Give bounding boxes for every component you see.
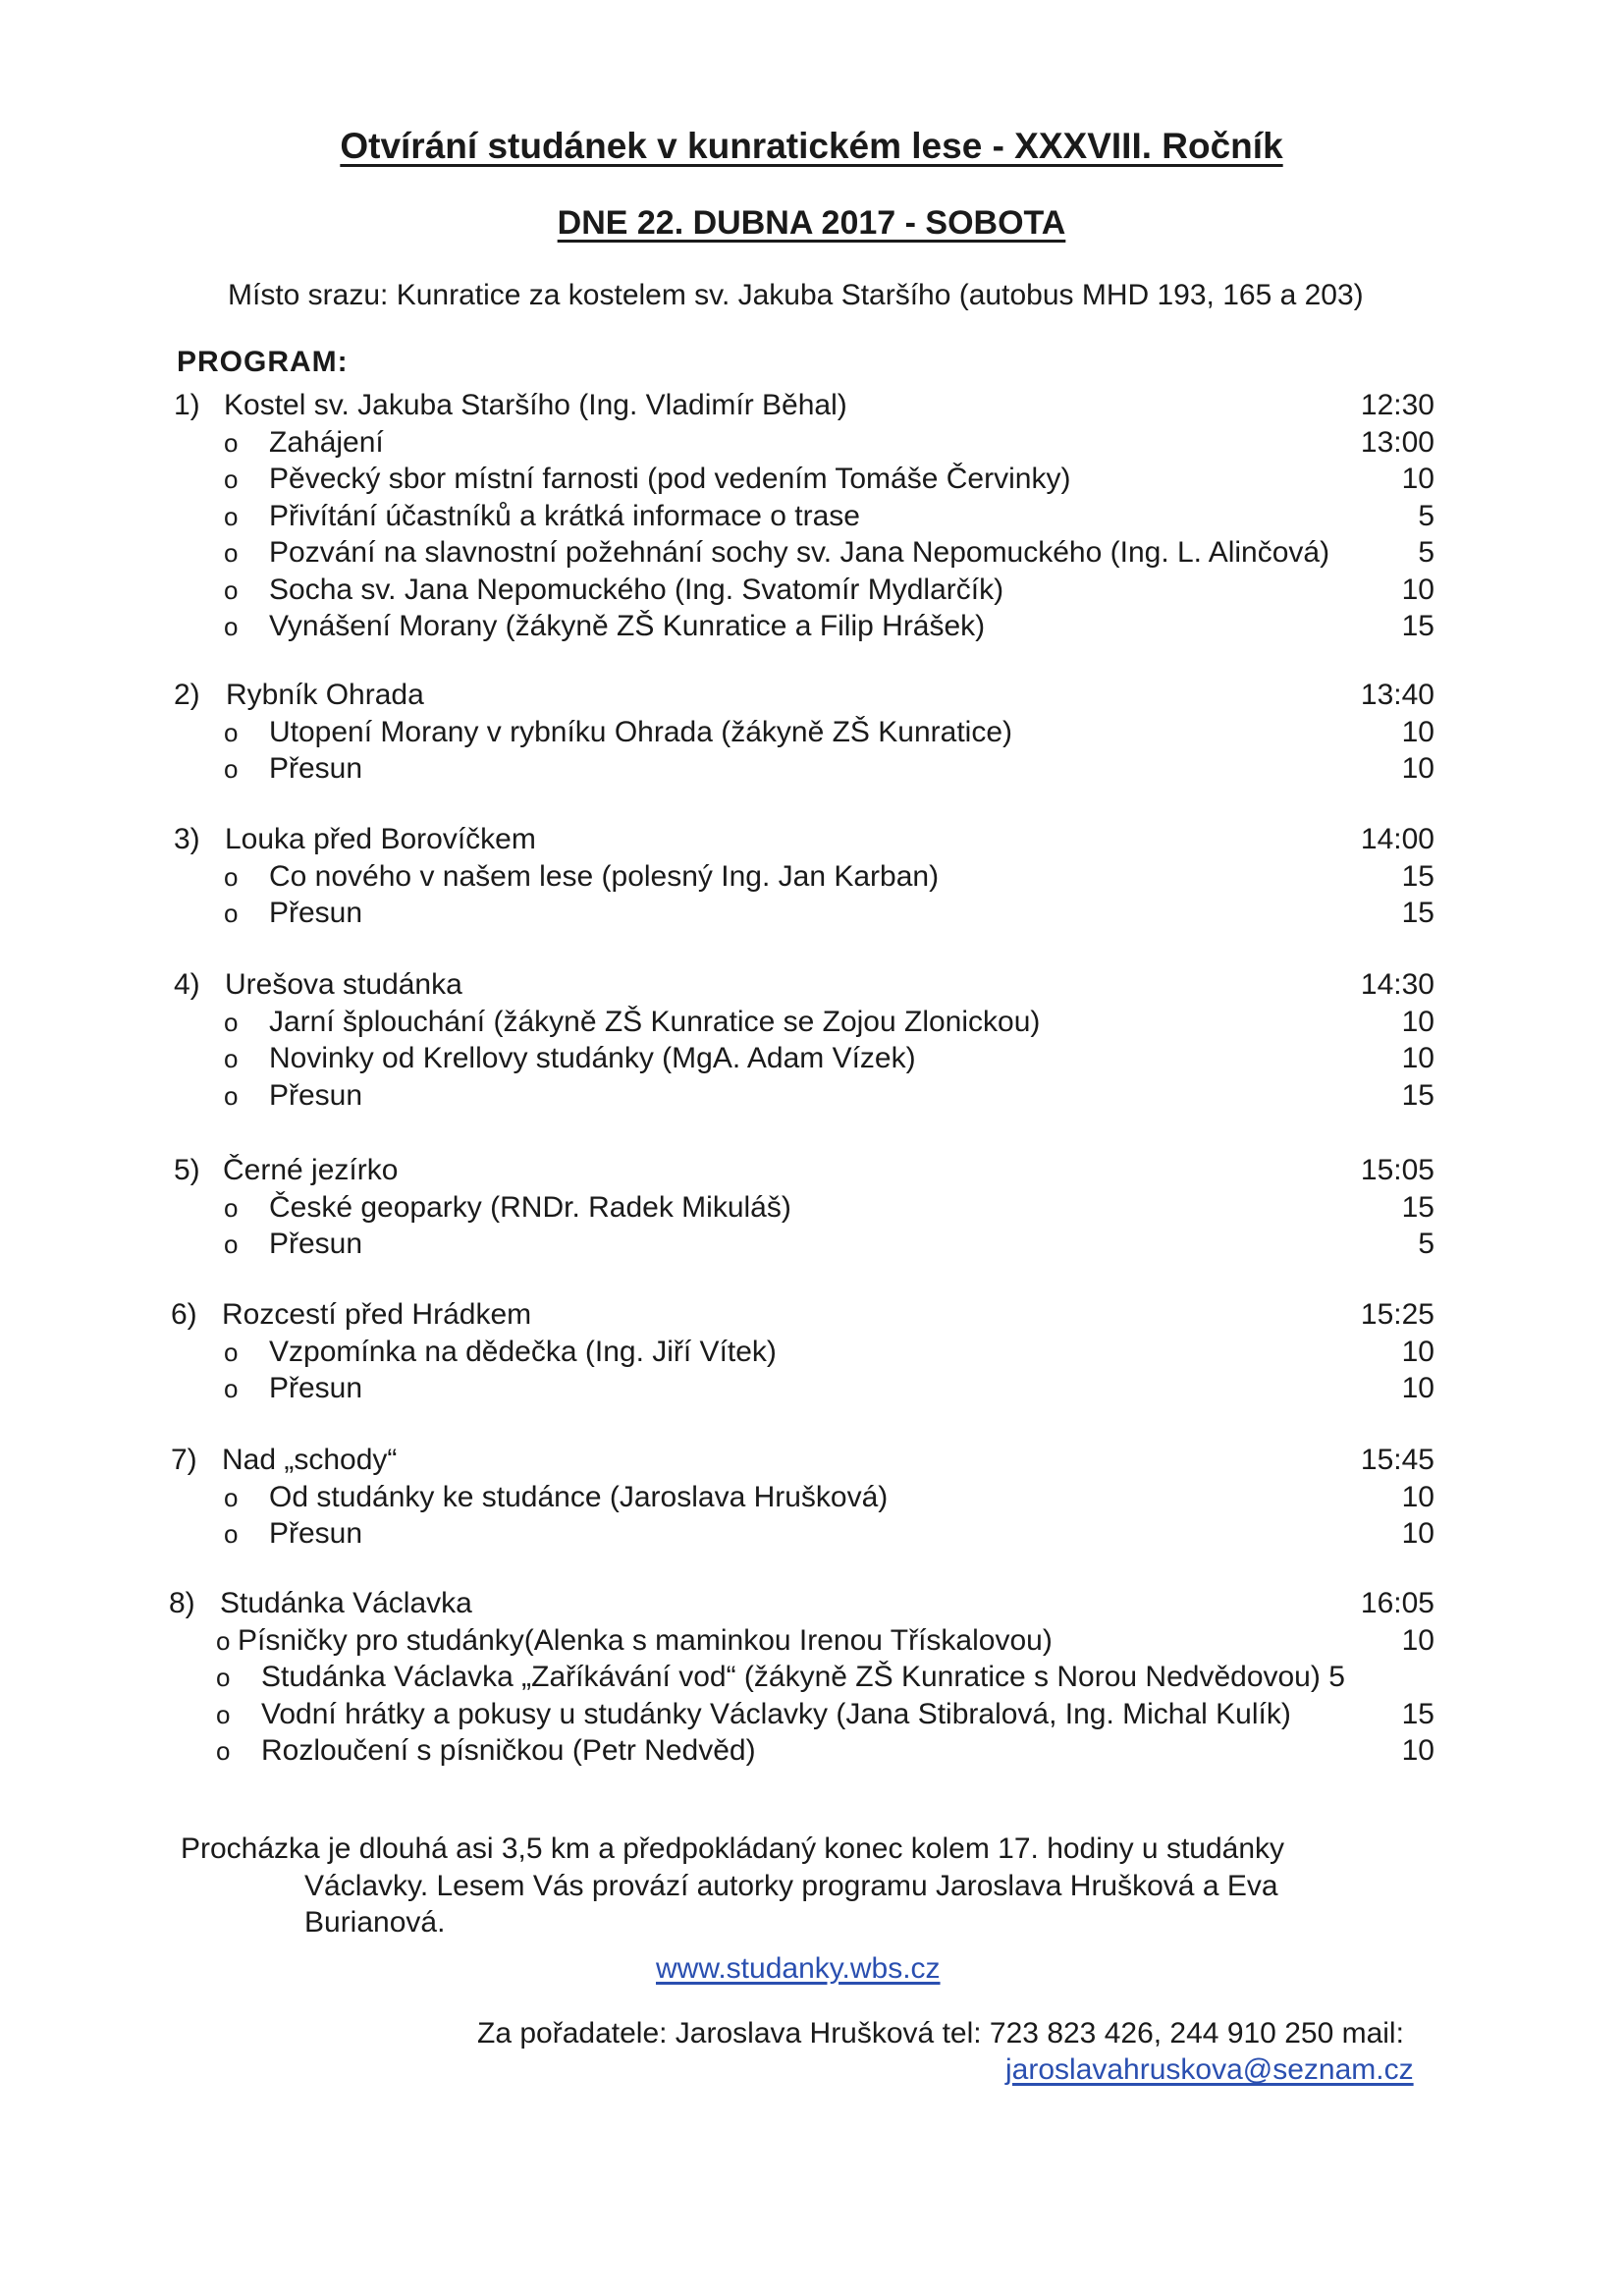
program-item-text: Přesun (269, 1079, 363, 1112)
program-item (224, 424, 1434, 462)
section-time: 15:25 (1360, 1298, 1434, 1331)
program-item-text: Vodní hrátky a pokusy u studánky Václavky (Jana Stibralová, Ing. Michal Kulík) (261, 1698, 1291, 1730)
walk-info-line-3: Burianová. (304, 1906, 446, 1939)
program-item (224, 572, 1434, 609)
walk-info-line-2: Václavky. Lesem Vás provází autorky programu Jaroslava Hrušková a Eva (304, 1870, 1278, 1902)
program-item (224, 1077, 1434, 1115)
section-number: 1) (174, 389, 200, 421)
program-item-text: Co nového v našem lese (polesný Ing. Jan Karban) (269, 860, 940, 893)
bullet-icon: o (224, 862, 239, 892)
program-item-duration: 15 (1401, 1698, 1434, 1730)
program-item-duration: 10 (1401, 1481, 1434, 1513)
section-number: 6) (171, 1298, 197, 1331)
program-item (224, 534, 1434, 572)
program-item-duration: 10 (1401, 1372, 1434, 1404)
section-row (171, 1296, 1434, 1334)
bullet-icon: o (216, 1663, 231, 1692)
program-item-duration: 10 (1401, 1517, 1434, 1550)
bullet-icon: o (216, 1626, 231, 1656)
program-item-text: Rozloučení s písničkou (Petr Nedvěd) (261, 1734, 756, 1767)
program-item-text: Socha sv. Jana Nepomuckého (Ing. Svatomír Mydlarčík) (269, 574, 1004, 606)
program-item-duration: 10 (1401, 716, 1434, 748)
section-title: Studánka Václavka (220, 1587, 472, 1619)
bullet-icon: o (224, 428, 239, 458)
program-item (224, 858, 1434, 896)
program-item-duration: 10 (1401, 1336, 1434, 1368)
program-item-text: Pozvání na slavnostní požehnání sochy sv. Jana Nepomuckého (Ing. L. Alinčová) (269, 536, 1330, 569)
section-title: Černé jezírko (223, 1154, 399, 1186)
bullet-icon: o (216, 1736, 231, 1766)
program-item-duration: 10 (1401, 574, 1434, 606)
program-heading: PROGRAM: (177, 346, 349, 378)
program-item-text: Pěvecký sbor místní farnosti (pod vedením Tomáše Červinky) (269, 463, 1071, 495)
bullet-icon: o (224, 718, 239, 747)
document-title: Otvírání studánek v kunratickém lese - XXXVIII. Ročník (340, 126, 1283, 166)
organizer-contact: Za pořadatele: Jaroslava Hrušková tel: 723 823 426, 244 910 250 mail: (477, 2017, 1404, 2050)
section-number: 8) (169, 1587, 195, 1619)
program-item-duration: 15 (1401, 1191, 1434, 1224)
section-time: 15:05 (1360, 1154, 1434, 1186)
program-item-duration: 15 (1401, 897, 1434, 929)
bullet-icon: o (224, 899, 239, 928)
section-number: 4) (174, 968, 200, 1001)
program-item-text: Od studánky ke studánce (Jaroslava Hrušková) (269, 1481, 889, 1513)
bullet-icon: o (224, 612, 239, 641)
program-item-text: Zahájení (269, 426, 384, 459)
section-title: Rybník Ohrada (226, 679, 424, 711)
program-item-text: Novinky od Krellovy studánky (MgA. Adam Vízek) (269, 1042, 916, 1074)
section-title: Louka před Borovíčkem (225, 823, 536, 855)
website-link[interactable]: www.studanky.wbs.cz (656, 1952, 941, 1985)
section-title: Urešova studánka (225, 968, 462, 1001)
program-item-text: Utopení Morany v rybníku Ohrada (žákyně ZŠ Kunratice) (269, 716, 1013, 748)
meeting-place: Místo srazu: Kunratice za kostelem sv. Jakuba Staršího (autobus MHD 193, 165 a 203) (228, 279, 1364, 311)
section-time: 15:45 (1360, 1444, 1434, 1476)
bullet-icon: o (224, 575, 239, 605)
bullet-icon: o (224, 1044, 239, 1073)
program-item-duration: 10 (1401, 1624, 1434, 1657)
program-item (216, 1732, 1434, 1770)
section-row (174, 677, 1434, 714)
section-time: 14:00 (1360, 823, 1434, 855)
section-number: 2) (174, 679, 200, 711)
program-item (224, 1479, 1434, 1516)
program-item (216, 1622, 1434, 1660)
section-time: 16:05 (1360, 1587, 1434, 1619)
bullet-icon: o (224, 1374, 239, 1403)
bullet-icon: o (224, 1338, 239, 1367)
bullet-icon: o (216, 1700, 231, 1729)
program-item-duration: 10 (1401, 1042, 1434, 1074)
bullet-icon: o (224, 1483, 239, 1512)
program-item-duration: 5 (1418, 536, 1434, 569)
bullet-icon: o (224, 754, 239, 784)
program-item-duration: 13:00 (1360, 426, 1434, 459)
program-item-text: Přesun (269, 897, 363, 929)
program-item-duration: 5 (1418, 500, 1434, 532)
program-item-duration: 15 (1401, 610, 1434, 642)
program-item (224, 750, 1434, 788)
program-item (224, 1189, 1434, 1227)
section-number: 5) (174, 1154, 200, 1186)
section-number: 3) (174, 823, 200, 855)
program-item (224, 714, 1434, 751)
program-item (216, 1659, 1434, 1696)
program-item (224, 1226, 1434, 1263)
section-row (174, 1152, 1434, 1189)
program-item-duration: 10 (1401, 1734, 1434, 1767)
program-item (224, 1515, 1434, 1553)
bullet-icon: o (224, 1008, 239, 1037)
bullet-icon: o (224, 1193, 239, 1223)
bullet-icon: o (224, 1081, 239, 1111)
section-number: 7) (171, 1444, 197, 1476)
program-item-text: Přesun (269, 1372, 363, 1404)
bullet-icon: o (224, 538, 239, 568)
bullet-icon: o (224, 502, 239, 531)
section-title: Rozcestí před Hrádkem (222, 1298, 532, 1331)
bullet-icon: o (224, 1519, 239, 1549)
program-item-text: Přesun (269, 1517, 363, 1550)
program-item (224, 1334, 1434, 1371)
program-item-duration: 15 (1401, 860, 1434, 893)
section-time: 14:30 (1360, 968, 1434, 1001)
program-item-text: Přesun (269, 1228, 363, 1260)
program-item (224, 1004, 1434, 1041)
section-title: Kostel sv. Jakuba Staršího (Ing. Vladimír Běhal) (224, 389, 847, 421)
program-item (224, 608, 1434, 645)
program-item-text: Přesun (269, 752, 363, 785)
section-time: 12:30 (1360, 389, 1434, 421)
section-row (174, 821, 1434, 858)
email-link[interactable]: jaroslavahruskova@seznam.cz (1005, 2053, 1414, 2086)
program-item (224, 1370, 1434, 1407)
program-item-text: Studánka Václavka „Zaříkávání vod“ (žákyně ZŠ Kunratice s Norou Nedvědovou) 5 (261, 1661, 1345, 1693)
section-row (174, 966, 1434, 1004)
section-row (171, 1442, 1434, 1479)
program-item (216, 1696, 1434, 1733)
program-item (224, 498, 1434, 535)
section-row (174, 387, 1434, 424)
program-item-text: Písničky pro studánky(Alenka s maminkou Irenou Třískalovou) (238, 1624, 1053, 1657)
program-item-duration: 15 (1401, 1079, 1434, 1112)
section-title: Nad „schody“ (222, 1444, 398, 1476)
program-item-duration: 10 (1401, 752, 1434, 785)
program-item-text: České geoparky (RNDr. Radek Mikuláš) (269, 1191, 791, 1224)
program-item (224, 461, 1434, 498)
bullet-icon: o (224, 1230, 239, 1259)
program-item-duration: 10 (1401, 1006, 1434, 1038)
section-time: 13:40 (1360, 679, 1434, 711)
program-item-text: Vzpomínka na dědečka (Ing. Jiří Vítek) (269, 1336, 777, 1368)
program-item (224, 895, 1434, 932)
program-item-text: Jarní šplouchání (žákyně ZŠ Kunratice se Zojou Zlonickou) (269, 1006, 1041, 1038)
bullet-icon: o (224, 465, 239, 494)
program-item-text: Přivítání účastníků a krátká informace o trase (269, 500, 860, 532)
program-item-text: Vynášení Morany (žákyně ZŠ Kunratice a Filip Hrášek) (269, 610, 986, 642)
program-item-duration: 5 (1418, 1228, 1434, 1260)
walk-info-line-1: Procházka je dlouhá asi 3,5 km a předpokládaný konec kolem 17. hodiny u studánky (181, 1832, 1285, 1865)
section-row (169, 1585, 1434, 1622)
program-item-duration: 10 (1401, 463, 1434, 495)
event-date: DNE 22. DUBNA 2017 - SOBOTA (557, 204, 1066, 242)
program-item (224, 1040, 1434, 1077)
